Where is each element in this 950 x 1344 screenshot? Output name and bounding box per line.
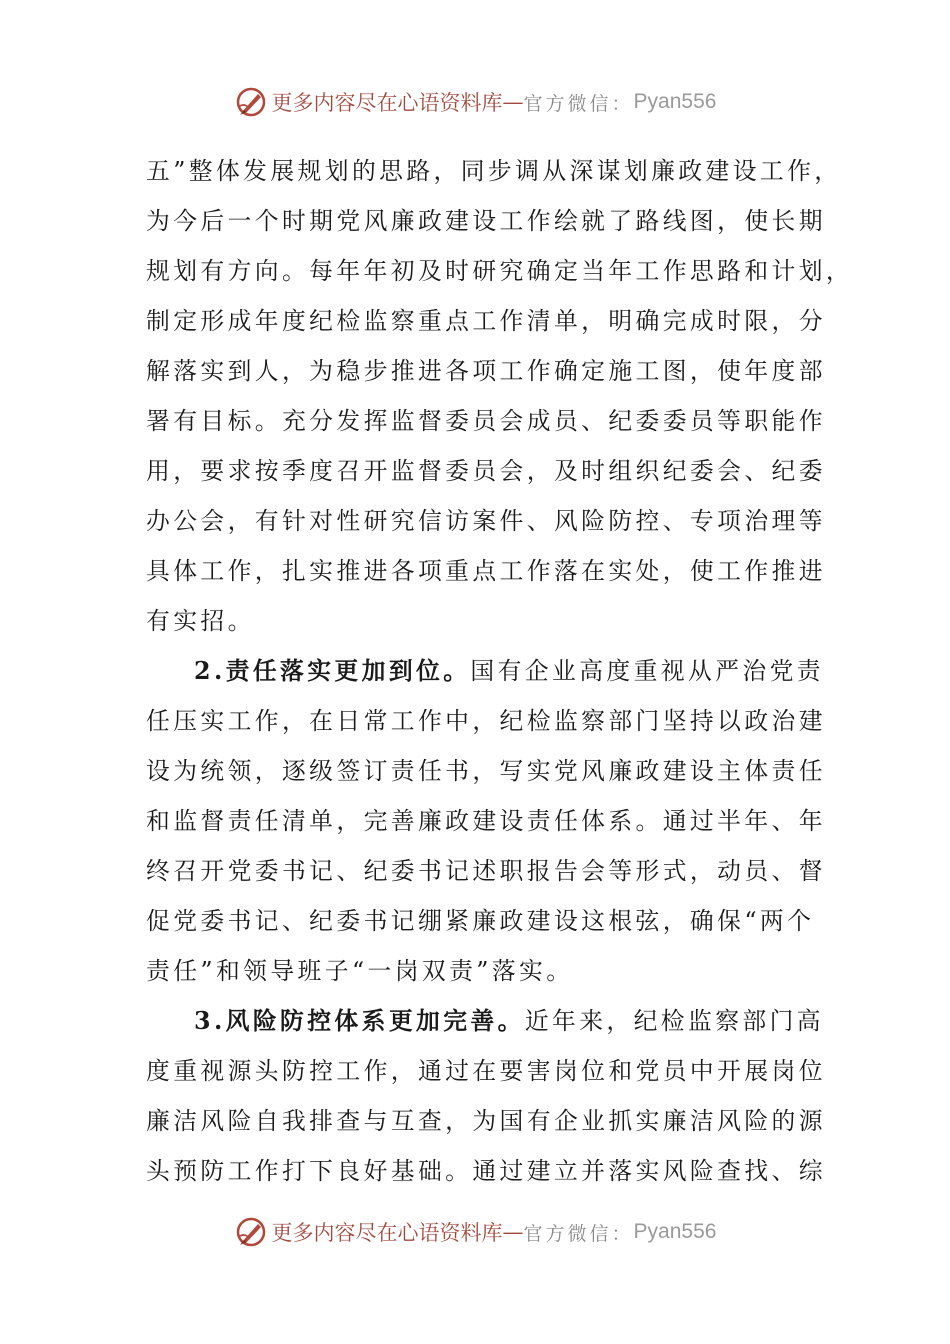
document-body	[146, 146, 854, 1196]
footer-wechat-label: 官方微信：	[523, 1222, 634, 1245]
body-line: 规划有方向。每年年初及时研究确定当年工作思路和计划，	[146, 257, 854, 285]
body-line: 制定形成年度纪检监察重点工作清单，明确完成时限，分	[146, 307, 826, 335]
body-line: 终召开党委书记、纪委书记述职报告会等形式，动员、督	[146, 857, 826, 885]
footer-brand-text: 更多内容尽在心语资料库	[271, 1221, 503, 1245]
pen-logo-icon	[234, 85, 268, 119]
body-line: 头预防工作打下良好基础。通过建立并落实风险查找、综	[146, 1157, 826, 1185]
body-line: 度重视源头防控工作，通过在要害岗位和党员中开展岗位	[146, 1057, 826, 1085]
section-3-heading: 3.风险防控体系更加完善。	[194, 1007, 525, 1035]
footer-wechat-id: Pyan556	[633, 1220, 717, 1243]
body-line: 设为统领，逐级签订责任书，写实党风廉政建设主体责任	[146, 757, 826, 785]
body-line: 用，要求按季度召开监督委员会，及时组织纪委会、纪委	[146, 457, 826, 485]
body-line: 促党委书记、纪委书记绷紧廉政建设这根弦，确保“两个	[146, 907, 815, 935]
body-line: 廉洁风险自我排查与互查，为国有企业抓实廉洁风险的源	[146, 1107, 826, 1135]
body-line: 责任”和领导班子“一岗双责”落实。	[146, 957, 574, 985]
body-line: 署有目标。充分发挥监督委员会成员、纪委委员等职能作	[146, 407, 826, 435]
body-line: 五”整体发展规划的思路，同步调从深谋划廉政建设工作，	[146, 157, 842, 185]
section-2-heading: 2.责任落实更加到位。	[194, 657, 471, 685]
header-wechat-label: 官方微信：	[523, 92, 634, 115]
section-2-first-line-text: 国有企业高度重视从严治党责	[470, 657, 824, 685]
header-banner	[0, 82, 950, 122]
body-line: 解落实到人，为稳步推进各项工作确定施工图，使年度部	[146, 357, 826, 385]
body-line: 办公会，有针对性研究信访案件、风险防控、专项治理等	[146, 507, 826, 535]
footer-separator: —	[502, 1220, 524, 1244]
header-separator: —	[502, 90, 524, 114]
body-line: 具体工作，扎实推进各项重点工作落在实处，使工作推进	[146, 557, 826, 585]
section-3-first-line	[146, 996, 824, 1046]
header-brand-text: 更多内容尽在心语资料库	[271, 91, 503, 115]
body-line: 为今后一个时期党风廉政建设工作绘就了路线图，使长期	[146, 207, 826, 235]
section-3-first-line-text: 近年来，纪检监察部门高	[524, 1007, 824, 1035]
body-line: 和监督责任清单，完善廉政建设责任体系。通过半年、年	[146, 807, 826, 835]
body-line: 有实招。	[146, 607, 255, 635]
pen-logo-icon	[234, 1215, 268, 1249]
footer-banner	[0, 1212, 950, 1252]
body-line: 任压实工作，在日常工作中，纪检监察部门坚持以政治建	[146, 707, 826, 735]
section-2-first-line	[146, 646, 824, 696]
header-wechat-id: Pyan556	[633, 90, 717, 113]
